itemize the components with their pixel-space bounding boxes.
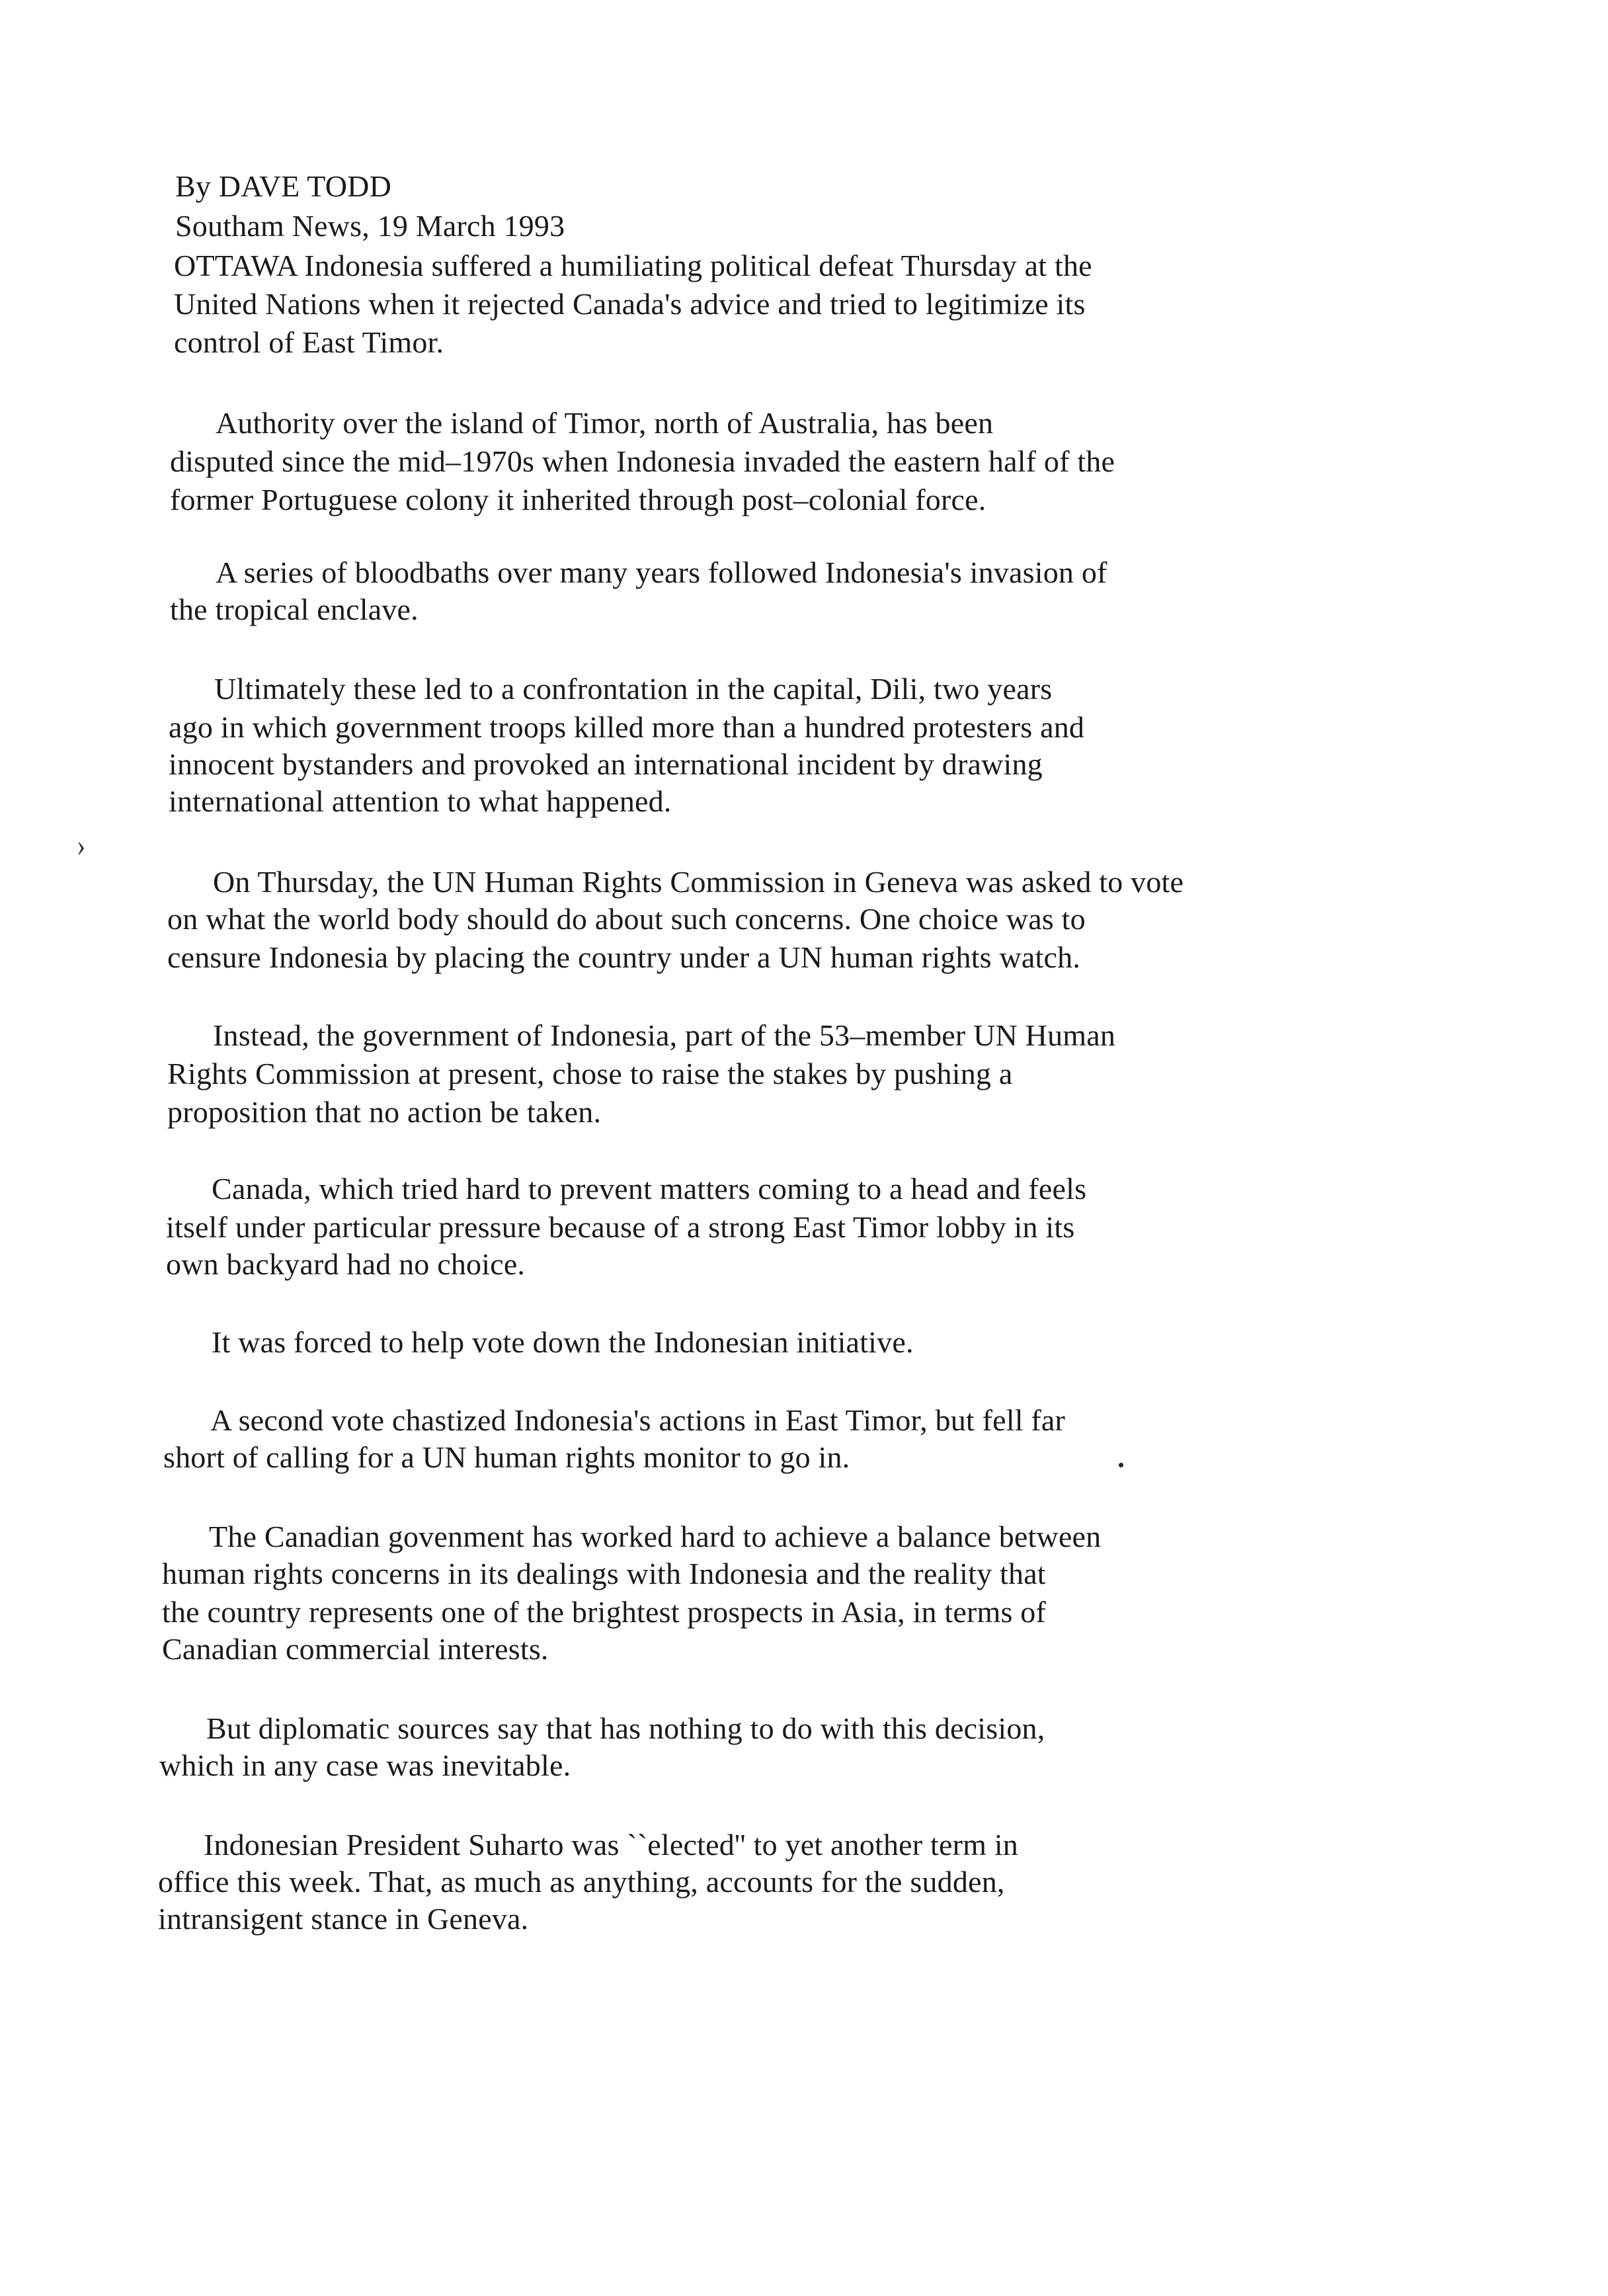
paragraph-line: itself under particular pressure because of a strong East Timor lobby in its xyxy=(166,1210,1075,1244)
paragraph-line: human rights concerns in its dealings with Indonesia and the reality that xyxy=(162,1557,1046,1590)
paragraph-line: Indonesian President Suharto was ``elected'' to yet another term in xyxy=(204,1828,1018,1862)
paragraph-line: But diplomatic sources say that has nothing to do with this decision, xyxy=(206,1711,1045,1745)
paragraph-line: the tropical enclave. xyxy=(170,593,419,626)
paragraph-line: control of East Timor. xyxy=(174,325,444,359)
paragraph-line: disputed since the mid–1970s when Indonesia invaded the eastern half of the xyxy=(170,444,1115,478)
paragraph-line: Instead, the government of Indonesia, part of the 53–member UN Human xyxy=(213,1018,1116,1052)
paragraph-line: office this week. That, as much as anything, accounts for the sudden, xyxy=(158,1865,1005,1899)
paragraph-line: Authority over the island of Timor, north of Australia, has been xyxy=(216,406,994,440)
paragraph-line: On Thursday, the UN Human Rights Commission in Geneva was asked to vote xyxy=(213,865,1184,899)
scan-artifact-mark: › xyxy=(77,827,86,863)
source-line: Southam News, 19 March 1993 xyxy=(175,209,565,243)
paragraph-line: innocent bystanders and provoked an international incident by drawing xyxy=(169,747,1043,781)
paragraph-line: former Portuguese colony it inherited through post–colonial force. xyxy=(170,483,986,516)
paragraph-line: intransigent stance in Geneva. xyxy=(158,1902,529,1936)
paragraph-line: proposition that no action be taken. xyxy=(167,1095,602,1129)
paragraph-line: OTTAWA Indonesia suffered a humiliating political defeat Thursday at the xyxy=(174,249,1092,282)
paragraph-line: It was forced to help vote down the Indonesian initiative. xyxy=(212,1325,914,1359)
paragraph-line: on what the world body should do about such concerns. One choice was to xyxy=(167,902,1086,936)
byline: By DAVE TODD xyxy=(175,169,392,203)
paragraph-line: short of calling for a UN human rights monitor to go in. xyxy=(163,1440,850,1474)
paragraph-line: Canadian commercial interests. xyxy=(162,1632,549,1666)
paragraph-line: United Nations when it rejected Canada's advice and tried to legitimize its xyxy=(174,287,1086,321)
paragraph-line: ago in which government troops killed more than a hundred protesters and xyxy=(169,710,1085,744)
paragraph-line: international attention to what happened. xyxy=(169,784,672,818)
paragraph-line: The Canadian govenment has worked hard to achieve a balance between xyxy=(209,1520,1102,1553)
paragraph-line: Rights Commission at present, chose to raise the stakes by pushing a xyxy=(167,1057,1013,1090)
paragraph-line: Ultimately these led to a confrontation in the capital, Dili, two years xyxy=(214,672,1053,706)
paragraph-line: the country represents one of the brightest prospects in Asia, in terms of xyxy=(162,1595,1046,1629)
paragraph-line: Canada, which tried hard to prevent matters coming to a head and feels xyxy=(212,1172,1087,1206)
paragraph-line: A series of bloodbaths over many years followed Indonesia's invasion of xyxy=(216,555,1107,589)
paragraph-line: censure Indonesia by placing the country under a UN human rights watch. xyxy=(167,940,1081,974)
scan-artifact-dot xyxy=(1119,1463,1123,1467)
paragraph-line: which in any case was inevitable. xyxy=(159,1748,571,1782)
paragraph-line: own backyard had no choice. xyxy=(166,1247,526,1281)
paragraph-line: A second vote chastized Indonesia's actions in East Timor, but fell far xyxy=(210,1403,1066,1437)
